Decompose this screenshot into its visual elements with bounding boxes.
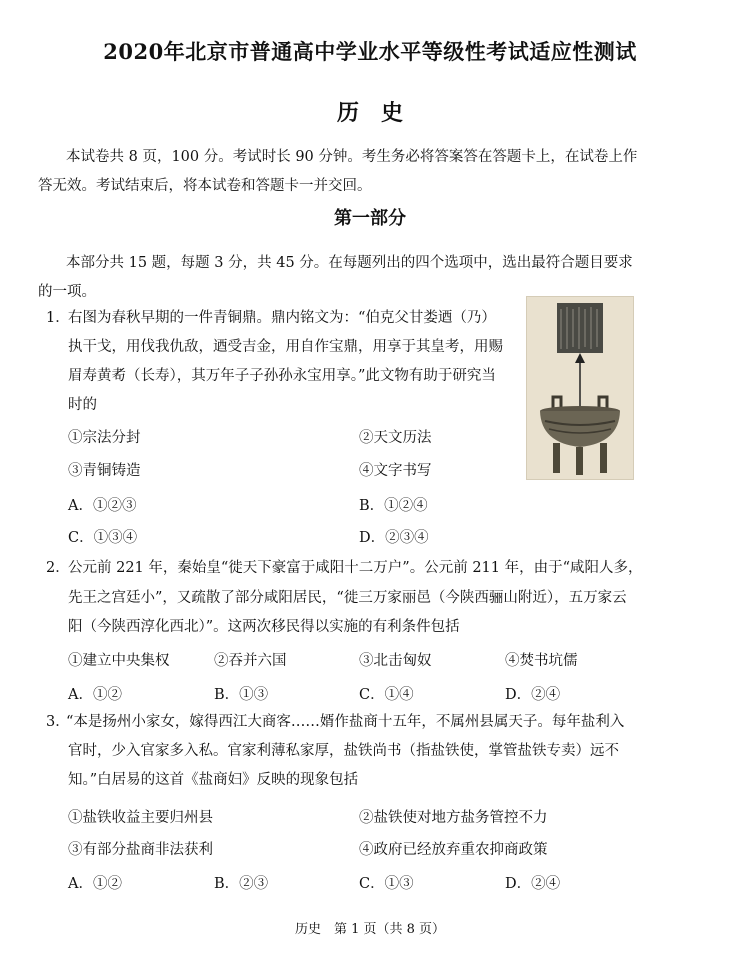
bronze-ding-icon bbox=[527, 297, 633, 479]
part-intro-line-2: 的一项。 bbox=[38, 284, 96, 300]
statement-item: ②盐铁使对地方盐务管控不力 bbox=[359, 810, 548, 826]
statement-item: ①宗法分封 bbox=[68, 430, 141, 446]
question-text-line: 眉寿黄耇（长寿），其万年子子孙孙永宝用享。”此文物有助于研究当 bbox=[68, 368, 496, 384]
statement-item: ④焚书坑儒 bbox=[505, 653, 578, 669]
question-text-line: “本是扬州小家女，嫁得西江大商客……婿作盐商十五年，不属州县属天子。每年盐利入 bbox=[66, 714, 625, 730]
bronze-ding-image bbox=[526, 296, 634, 480]
instructions-line-1: 本试卷共 8 页，100 分。考试时长 90 分钟。考生务必将答案答在答题卡上，在试卷上作 bbox=[66, 149, 638, 165]
answer-option-d[interactable]: D．②④ bbox=[505, 876, 561, 892]
part-intro-line-1: 本部分共 15 题，每题 3 分，共 45 分。在每题列出的四个选项中，选出最符合题目要求 bbox=[66, 255, 633, 271]
statement-item: ③北击匈奴 bbox=[359, 653, 432, 669]
statement-item: ③有部分盐商非法获利 bbox=[68, 842, 213, 858]
answer-option-c[interactable]: C．①③ bbox=[359, 876, 414, 892]
question-number: 3． bbox=[46, 714, 70, 730]
statement-item: ②天文历法 bbox=[359, 430, 432, 446]
part-heading: 第一部分 bbox=[334, 208, 406, 229]
subject-heading: 历史 bbox=[336, 100, 425, 126]
question-number: 2． bbox=[46, 560, 70, 576]
statement-item: ④文字书写 bbox=[359, 463, 432, 479]
question-text-line: 知。”白居易的这首《盐商妇》反映的现象包括 bbox=[68, 772, 359, 788]
statement-item: ①盐铁收益主要归州县 bbox=[68, 810, 213, 826]
question-text-line: 时的 bbox=[68, 397, 97, 413]
statement-item: ③青铜铸造 bbox=[68, 463, 141, 479]
question-text-line: 执干戈，用伐我仇敌，迺受吉金，用自作宝鼎，用享于其皇考，用赐 bbox=[68, 339, 503, 355]
instructions-line-2: 答无效。考试结束后，将本试卷和答题卡一并交回。 bbox=[38, 178, 372, 194]
answer-option-d[interactable]: D．②③④ bbox=[359, 530, 429, 546]
answer-option-b[interactable]: B．②③ bbox=[214, 876, 269, 892]
question-text-line: 官时，少入官家多入私。官家利薄私家厚，盐铁尚书（指盐铁使，掌管盐铁专卖）远不 bbox=[68, 743, 619, 759]
statement-item: ④政府已经放弃重农抑商政策 bbox=[359, 842, 548, 858]
question-text-line: 公元前 221 年，秦始皇“徙天下豪富于咸阳十二万户”。公元前 211 年，由于“咸阳人多， bbox=[68, 560, 643, 576]
question-number: 1． bbox=[46, 310, 70, 326]
answer-option-c[interactable]: C．①③④ bbox=[68, 530, 138, 546]
answer-option-a[interactable]: A．①② bbox=[68, 687, 122, 703]
answer-option-b[interactable]: B．①②④ bbox=[359, 498, 428, 514]
page-footer: 历史 第 1 页（共 8 页） bbox=[294, 922, 446, 937]
question-text-line: 阳（今陕西淳化西北）”。这两次移民得以实施的有利条件包括 bbox=[68, 619, 460, 635]
answer-option-a[interactable]: A．①② bbox=[68, 876, 122, 892]
answer-option-b[interactable]: B．①③ bbox=[214, 687, 269, 703]
exam-title: 2020年北京市普通高中学业水平等级性考试适应性测试 bbox=[103, 39, 637, 64]
statement-item: ①建立中央集权 bbox=[68, 653, 170, 669]
answer-option-a[interactable]: A．①②③ bbox=[68, 498, 137, 514]
statement-item: ②吞并六国 bbox=[214, 653, 287, 669]
answer-option-d[interactable]: D．②④ bbox=[505, 687, 561, 703]
question-text-line: 右图为春秋早期的一件青铜鼎。鼎内铭文为：“伯克父甘娄迺（乃） bbox=[68, 310, 496, 326]
question-text-line: 先王之宫廷小”，又疏散了部分咸阳居民，“徙三万家丽邑（今陕西骊山附近），五万家云 bbox=[68, 590, 627, 606]
answer-option-c[interactable]: C．①④ bbox=[359, 687, 414, 703]
